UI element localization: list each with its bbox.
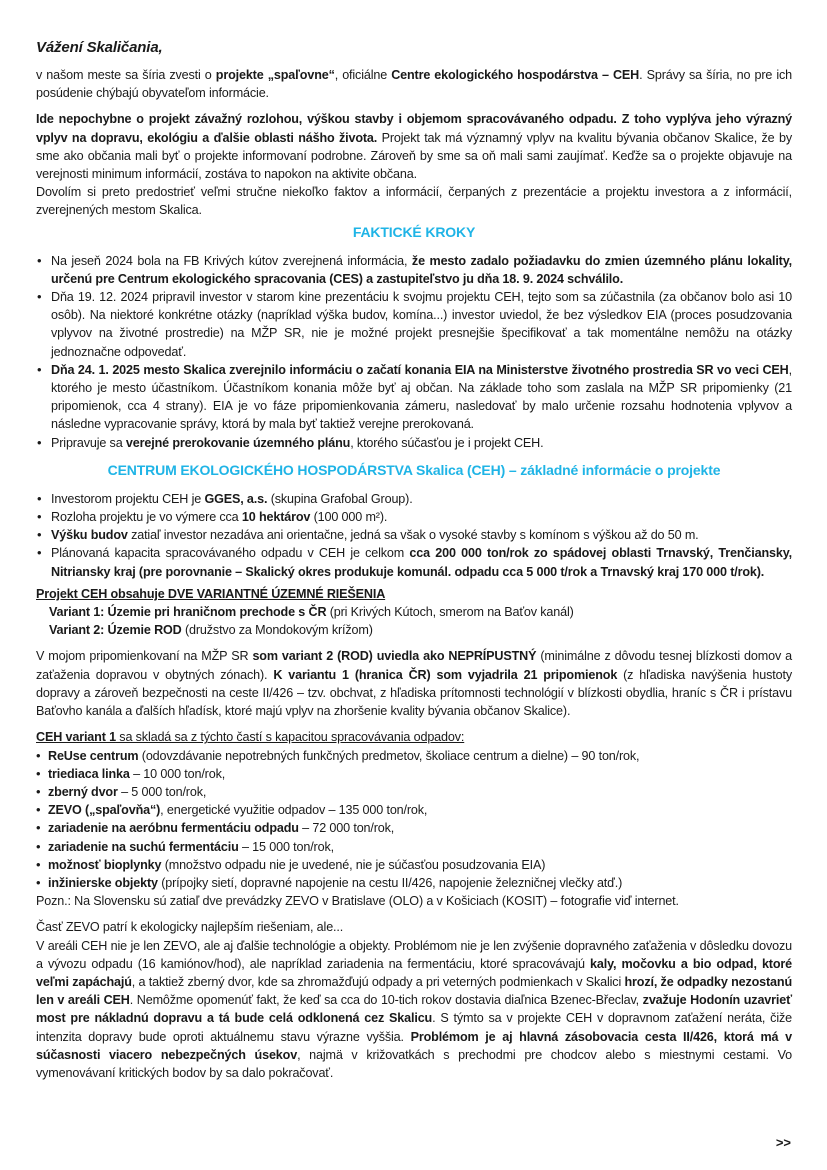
step4-bold: verejné prerokovanie územného plánu [125, 435, 351, 450]
variant-1-label: Variant 1: Územie pri hraničnom prechode s ČR [49, 605, 327, 620]
list-item [36, 783, 792, 801]
list-item [36, 544, 792, 580]
variant-1-desc: (pri Krivých Kútoch, smerom na Baťov kanál) [326, 605, 574, 620]
step1-text: Na jeseň 2024 bola na FB Krivých kútov zverejnená informácia, [51, 253, 412, 268]
variants-title [36, 585, 792, 603]
parts-title-text: sa skladá sa z týchto častí s kapacitou spracovávania odpadov: [115, 730, 465, 745]
comment-paragraph [36, 647, 792, 720]
part-name: možnosť bioplynky [48, 857, 162, 872]
part-name: inžinierske objekty [48, 875, 158, 890]
step3-bold: Dňa 24. 1. 2025 mesto Skalica zverejnilo informáciu o začatí konania EIA na Ministerstve životného prostredia SR vo veci CEH [51, 362, 789, 377]
part-name: ZEVO („spaľovňa“) [48, 803, 161, 818]
parts-note: Pozn.: Na Slovensku sú zatiaľ dve prevádzky ZEVO v Bratislave (OLO) a v Košiciach (KOSIT) – fotografie viď internet. [36, 894, 679, 909]
heading-ceh-basics-part2: základné informácie o projekte [520, 461, 721, 478]
closing-bold-1: kaly, močovku a bio odpad, ktoré veľmi zapáchajú [36, 956, 792, 989]
part-desc: (množstvo odpadu nie je uvedené, nie je súčasťou posudzovania EIA) [161, 857, 546, 872]
list-item [36, 838, 792, 856]
list-item [36, 801, 792, 819]
part-desc: – 72 000 ton/rok, [298, 821, 395, 836]
intro-bold-1: projekte „spaľovne“ [215, 68, 335, 82]
variant-1 [36, 603, 792, 621]
greeting: Vážení Skaličania, [36, 39, 163, 56]
closing-text-4: . S týmto sa v projekte CEH v dopravnom zaťažení neráta, čiže intenzita dopravy bude oproti aktuálnemu stavu výrazne vyššia. [36, 1011, 792, 1044]
parts-title-bold: CEH variant 1 [36, 730, 116, 745]
intro-bold-2: Centre ekologického hospodárstva – CEH [391, 68, 640, 82]
comment-text-2: (minimálne z dôvodu tesnej blízkosti domov a zaťaženia dopravou v obytných zónach). [36, 649, 792, 682]
impact-paragraph [36, 110, 792, 183]
variant-2-label: Variant 2: Územie ROD [49, 623, 182, 638]
document-page [36, 38, 792, 1082]
intro-text-2: , oficiálne [334, 68, 392, 82]
height-text: zatiaľ investor nezadáva ani orientačne, jedná sa však o vysoké stavby s komínom s výškou až do 50 m. [127, 528, 699, 543]
part-desc: – 10 000 ton/rok, [129, 766, 226, 781]
list-item [36, 361, 792, 434]
part-name: zariadenie na aeróbnu fermentáciu odpadu [48, 821, 299, 836]
comment-text-3: (z hľadiska navýšenia hustoty dopravy a zároveň bezpečnosti na ceste II/426 – tzv. obchvat, z hľadiska prítomnosti technológií v blízkosti obydlia, hraníc s ČR i prístavu Baťovho kanála a ďalších hľadísk, ktoré majú vplyv na zhoršenie kvality bývania občanov Skalice). [36, 667, 792, 719]
intro-paragraph [36, 66, 792, 102]
part-name: zberný dvor [48, 784, 118, 799]
capacity-text: Plánovaná kapacita spracovávaného odpadu v CEH je celkom [51, 546, 410, 561]
comment-bold-2: K variantu 1 (hranica ČR) som vyjadrila 21 pripomienok [273, 667, 618, 682]
part-name: ReUse centrum [48, 748, 139, 763]
intro-text-1: v našom meste sa šíria zvesti o [36, 68, 216, 82]
comment-text-1: V mojom pripomienkovaní na MŽP SR [36, 649, 253, 664]
heading-facts: FAKTICKÉ KROKY [352, 223, 476, 240]
list-item: • Dňa 19. 12. 2024 pripravil investor v starom kine prezentáciu k svojmu projektu CEH, tejto som sa zúčastnila (za občanov bolo asi 10 osôb). Na niektoré konkrétne otázky (napríklad výška budov, komína...) investor uviedol, že bez výsledkov EIA (proces posudzovania vplyvov na životné prostredie) na MŽP SR, nie je možné projekt presnejšie špecifikovať a tak momentálne nemôžu na otázky jednoznačne odpovedať. [36, 288, 792, 361]
variant-2 [36, 621, 792, 639]
impact-text: Projekt tak má významný vplyv na kvalitu bývania občanov Skalice, že by sme ako občania mali byť o projekte informovaní podrobne. Zároveň by sme sa oň mali sami zaujímať. Keďže sa o projekte objavuje na verejnosti minimum informácií, zostáva to napokon na aktivite občana. [36, 130, 792, 182]
step1-bold: že mesto zadalo požiadavku do zmien územného plánu lokality, určenú pre Centrum ekologického spracovania (CES) a zastupiteľstvo ju dňa 18. 9. 2024 schválilo. [51, 253, 792, 286]
area-m2: (100 000 m²). [310, 510, 388, 525]
list-item [36, 490, 792, 508]
sources-paragraph: Dovolím si preto predostrieť veľmi stručne niekoľko faktov a informácií, čerpaných z prezentácie a projektu investora a z informácií, zverejnených mestom Skalica. [36, 185, 792, 218]
continue-mark: >> [775, 1135, 791, 1150]
list-item [36, 526, 792, 544]
investor-group: (skupina Grafobal Group). [267, 491, 413, 506]
part-desc: , energetické využitie odpadov – 135 000 ton/rok, [160, 803, 428, 818]
area-text: Rozloha projektu je vo výmere cca [51, 510, 242, 525]
list-item [36, 747, 792, 765]
list-item [36, 434, 792, 452]
closing-text-2: , a taktiež zberný dvor, kde sa zhromažďujú odpady a pri veterných podmienkach v Skalici [131, 974, 625, 989]
step4-text-2: , ktorého súčasťou je i projekt CEH. [350, 435, 544, 450]
closing-bold-2: hrozí, že odpadky nezostanú len v areáli CEH [36, 974, 792, 1008]
investor-name: GGES, a.s. [204, 491, 268, 506]
part-name: zariadenie na suchú fermentáciu [48, 839, 239, 854]
parts-title [36, 728, 792, 746]
area-value: 10 hektárov [241, 510, 311, 525]
capacity-value: cca 200 000 ton/rok zo spádovej oblasti Trnavský, Trenčiansky, Nitriansky kraj (pre porovnanie – Skalický okres produkuje komunál. odpadu cca 5 000 t/rok a Trnavský kraj 170 000 t/rok). [51, 546, 792, 579]
closing-text-1: V areáli CEH nie je len ZEVO, ale aj ďalšie technológie a objekty. Problémom nie je len zvýšenie dopravného zaťaženia v dôsledku dovozu a vývozu odpadu (16 kamiónov/hod), ale napríklad zariadenia na fermentáciu, ktoré spracovávajú [36, 938, 792, 971]
heading-ceh-basics [36, 460, 792, 480]
list-item [36, 819, 792, 837]
variants-title-text: Projekt CEH obsahuje DVE VARIANTNÉ ÚZEMNÉ RIEŠENIA [36, 586, 386, 601]
parts-list [36, 747, 792, 893]
part-name: triediaca linka [48, 766, 130, 781]
intro-text-3: . Správy sa šíria, no pre ich posúdenie chýbajú obyvateľom informácie. [36, 68, 792, 101]
part-desc: (prípojky sietí, dopravné napojenie na cestu II/426, napojenie železničnej vlečky atď.) [157, 875, 623, 890]
variant-2-desc: (družstvo za Mondokovým krížom) [181, 623, 373, 638]
basics-list [36, 490, 792, 581]
height-label: Výšku budov [51, 528, 128, 543]
heading-ceh-basics-part1: CENTRUM EKOLOGICKÉHO HOSPODÁRSTVA Skalica (CEH) – [107, 461, 521, 478]
step4-text-1: Pripravuje sa [51, 435, 126, 450]
closing-bold-3: zvažuje Hodonín uzavrieť most pre nákladnú dopravu a tá bude celá odklonená cez Skalicu [36, 993, 792, 1026]
closing-line: Časť ZEVO patrí k ekologicky najlepším riešeniam, ale... [36, 920, 344, 935]
comment-bold-1: som variant 2 (ROD) uviedla ako NEPRÍPUSTNÝ [252, 649, 537, 664]
part-desc: – 5 000 ton/rok, [117, 784, 207, 799]
part-desc: – 15 000 ton/rok, [238, 839, 334, 854]
facts-list [36, 252, 792, 452]
impact-bold: Ide nepochybne o projekt závažný rozlohou, výškou stavby i objemom spracovávaného odpadu. Z toho vyplýva jeho výrazný vplyv na dopravu, ekológiu a ďalšie oblasti nášho života. [36, 112, 792, 145]
step3-text: , ktorého je mesto účastníkom. Účastníkom konania môže byť aj občan. Na základe toho som zaslala na MŽP SR pripomienky (21 pripomienok, cca 4 strany). EIA je vo fáze pripomienkovania zámeru, nasledovať by malo určenie rozsahu hodnotenia vplyvov a následne vypracovanie správy, ktorá by mala byť taktiež verejne prerokovaná. [51, 362, 792, 432]
list-item [36, 765, 792, 783]
part-desc: (odovzdávanie nepotrebných funkčných predmetov, školiace centrum a dielne) – 90 ton/rok, [138, 748, 640, 763]
investor-text: Investorom projektu CEH je [51, 491, 205, 506]
list-item [36, 252, 792, 288]
closing-paragraph [36, 937, 792, 1083]
list-item [36, 874, 792, 892]
list-item [36, 508, 792, 526]
closing-bold-4: Problémom je aj hlavná zásobovacia cesta II/426, ktorá má v súčasnosti viacero nebezpečných úsekov [36, 1029, 792, 1062]
list-item [36, 856, 792, 874]
closing-text-5: , najmä v križovatkách s prechodmi pre chodcov alebo s miestnymi cestami. Vo vymenovávaní kritických bodov by sa dalo pokračovať. [36, 1047, 792, 1080]
closing-text-3: . Nemôžme opomenúť fakt, že keď sa cca do 10-tich rokov dostavia diaľnica Bzenec-Břeclav, [129, 993, 643, 1008]
